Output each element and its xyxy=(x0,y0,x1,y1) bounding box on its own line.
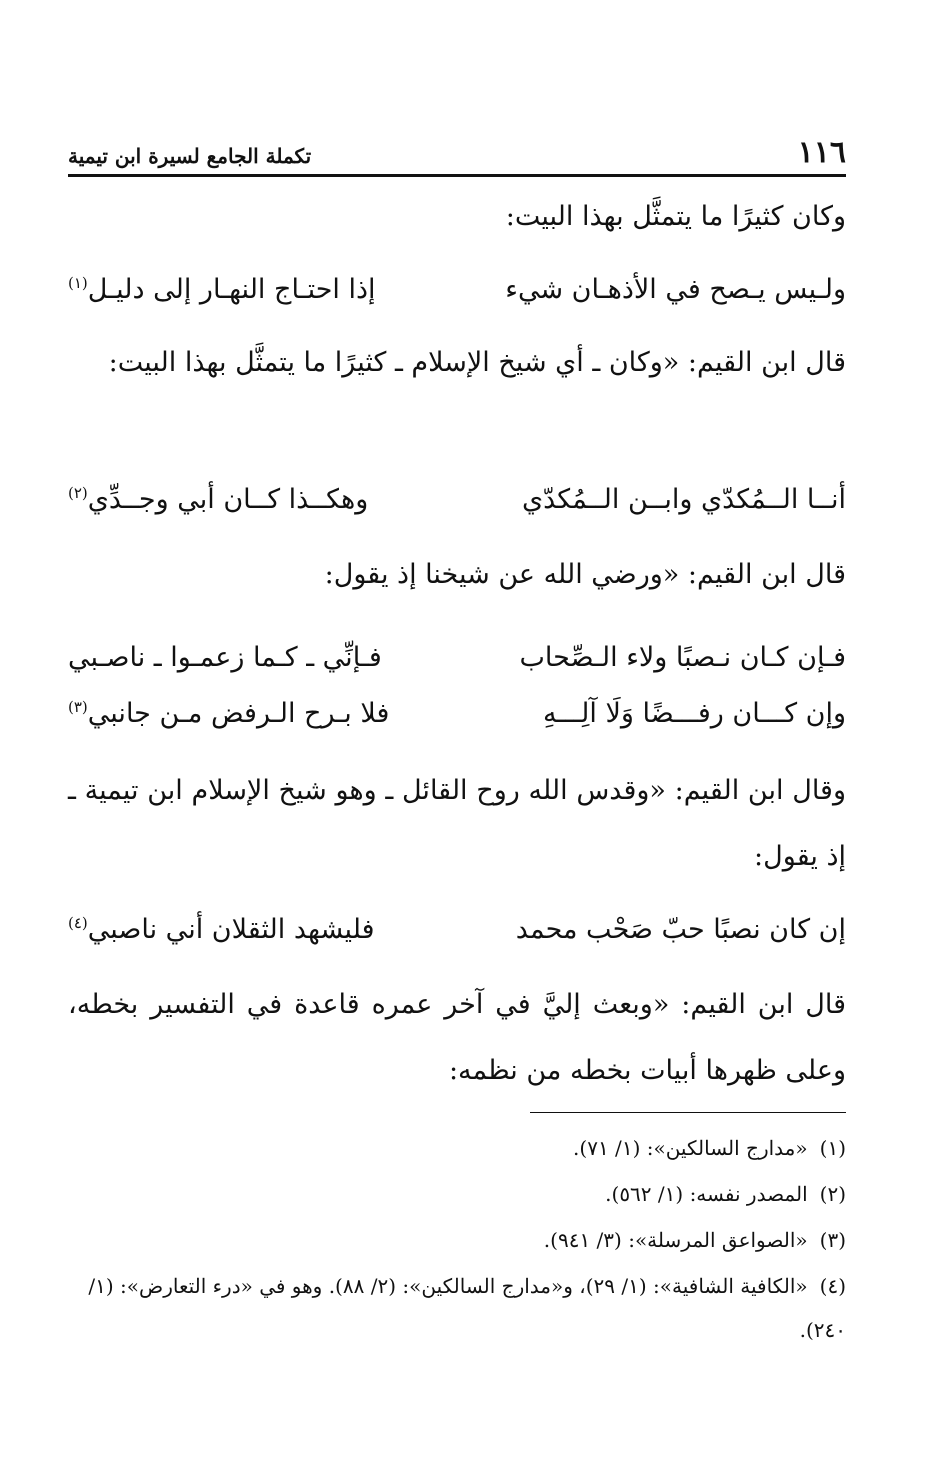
running-title: تكملة الجامع لسيرة ابن تيمية xyxy=(68,144,312,168)
verse-line xyxy=(68,906,846,952)
page-header xyxy=(68,128,846,177)
footnote-text: المصدر نفسه: (١/ ٥٦٢). xyxy=(605,1182,808,1206)
footnote xyxy=(60,1264,846,1352)
verse-text: فـإنِّي ـ كـما زعمـوا ـ ناصـبي xyxy=(68,641,382,673)
verse-first-hemistich: أنــا الــمُكدّي وابــن الــمُكدّي xyxy=(522,483,846,515)
page-number: ١١٦ xyxy=(797,135,846,170)
verse-line xyxy=(68,266,846,312)
verse-second-hemistich xyxy=(68,698,389,729)
paragraph: قال ابن القيم: «وكان ـ أي شيخ الإسلام ـ كثيرًا ما يتمثَّل بهذا البيت: xyxy=(108,347,846,378)
footnote xyxy=(60,1126,846,1170)
verse-line xyxy=(68,634,846,680)
footnote-marker: (٤) xyxy=(68,913,88,932)
footnote-marker: (٣) xyxy=(68,697,88,716)
verse-second-hemistich xyxy=(68,274,376,305)
footnote-text: «الكافية الشافية»: (١/ ٢٩)، و«مدارج السالكين»: (٢/ ٨٨). وهو في «درء التعارض»: (١/ ٢٤٠). xyxy=(88,1274,846,1342)
footnote-marker: (٢) xyxy=(68,483,88,502)
verse-first-hemistich: ولـيس يـصح في الأذهـان شيء xyxy=(505,273,846,305)
footnote-number: (١) xyxy=(819,1136,846,1160)
verse-second-hemistich xyxy=(68,914,375,945)
footnote-text: «مدارج السالكين»: (١/ ٧١). xyxy=(573,1136,808,1160)
footnote-number: (٣) xyxy=(819,1228,846,1252)
verse-text: فلا بـرح الـرفض مـن جانبي xyxy=(87,697,390,729)
footnote-number: (٤) xyxy=(819,1274,846,1298)
verse-second-hemistich xyxy=(68,484,368,515)
footnote-number: (٢) xyxy=(819,1182,846,1206)
paragraph: قال ابن القيم: «ورضي الله عن شيخنا إذ يقول: xyxy=(324,559,846,590)
paragraph: وكان كثيرًا ما يتمثَّل بهذا البيت: xyxy=(505,201,846,232)
verse-second-hemistich xyxy=(68,642,382,673)
footnote xyxy=(60,1172,846,1216)
footnote-marker: (١) xyxy=(68,273,88,292)
footnote-text: «الصواعق المرسلة»: (٣/ ٩٤١). xyxy=(543,1228,808,1252)
verse-first-hemistich: فـإن كـان نـصبًا ولاء الـصِّحاب xyxy=(519,641,846,673)
footnote-separator xyxy=(530,1112,846,1113)
verse-line xyxy=(68,690,846,736)
verse-text: فليشهد الثقلان أني ناصبي xyxy=(87,913,375,945)
verse-line xyxy=(68,476,846,522)
verse-first-hemistich: إن كان نصبًا حبّ صَحْب محمد xyxy=(515,913,846,945)
verse-first-hemistich: وإن كـــان رفـــضًا وَلَا آلِـــهِ xyxy=(542,697,846,729)
footnote xyxy=(60,1218,846,1262)
paragraph: وقال ابن القيم: «وقدس الله روح القائل ـ وهو شيخ الإسلام ابن تيمية ـ إذ يقول: xyxy=(68,775,846,872)
verse-text: إذا احتـاج النهـار إلى دليـل xyxy=(87,273,376,305)
paragraph: قال ابن القيم: «وبعث إليَّ في آخر عمره قاعدة في التفسير بخطه، وعلى ظهرها أبيات بخطه من نظمه: xyxy=(68,989,846,1086)
verse-text: وهكــذا كــان أبي وجــدِّي xyxy=(87,483,369,515)
